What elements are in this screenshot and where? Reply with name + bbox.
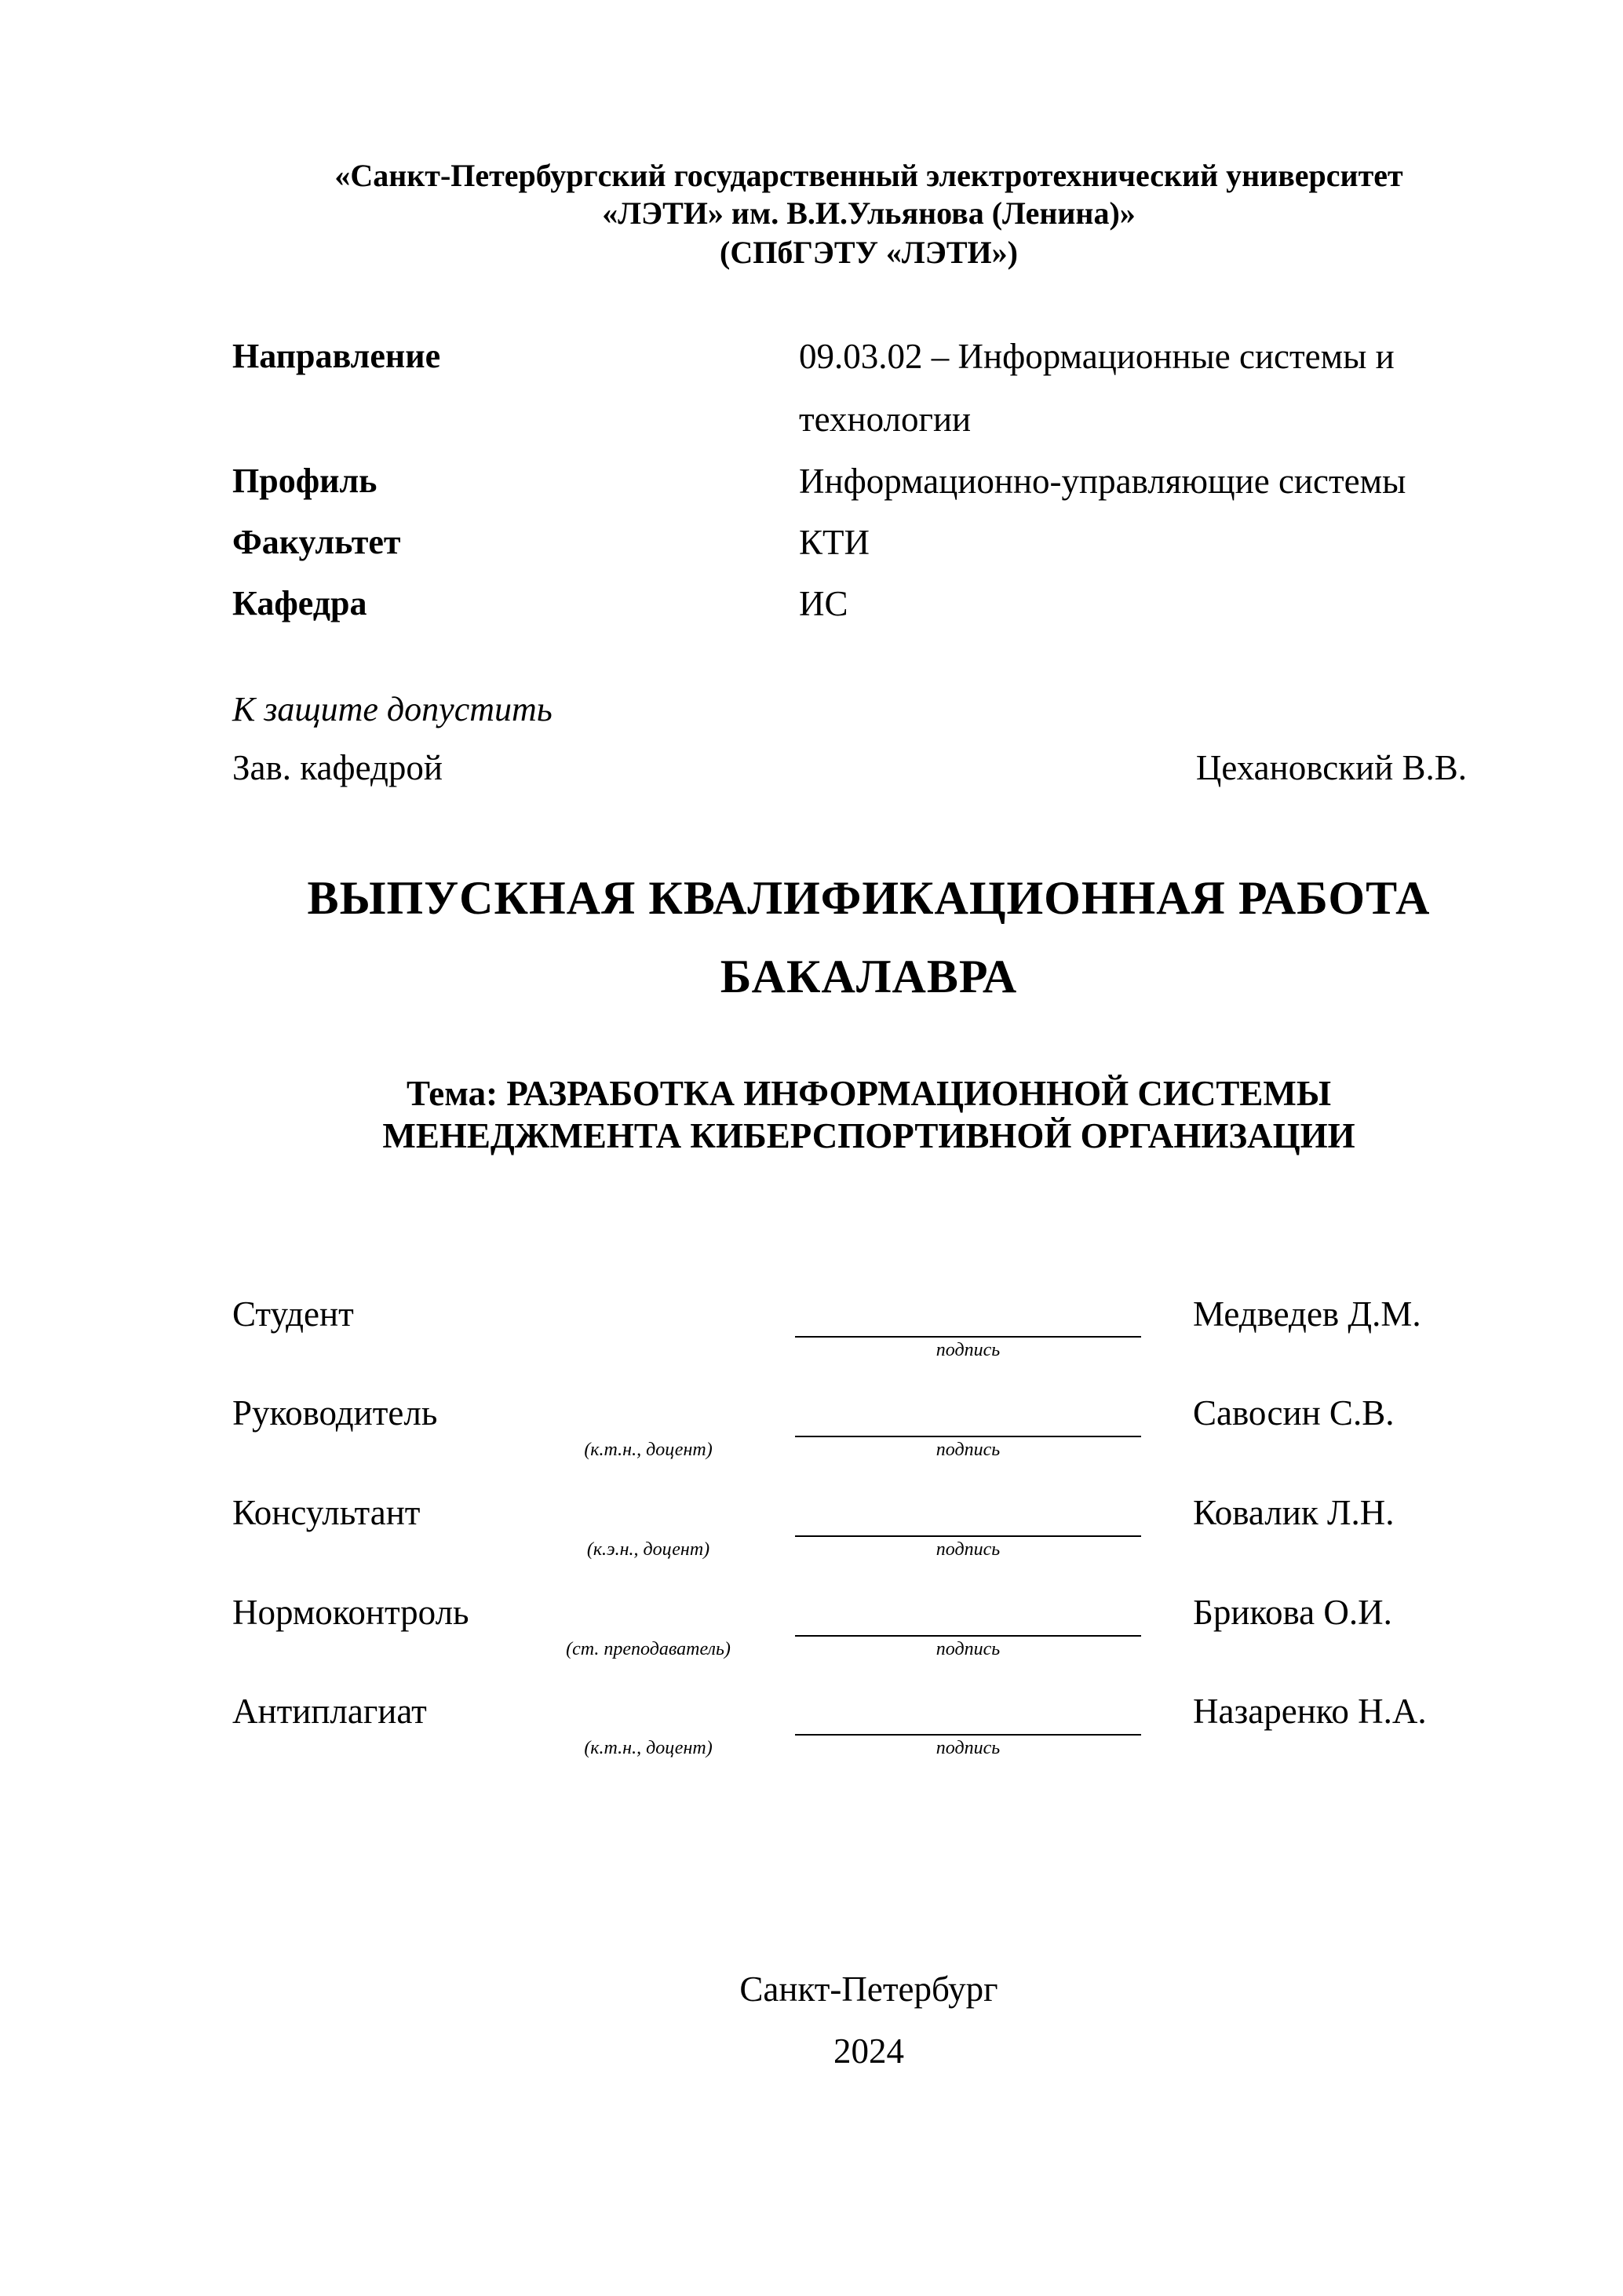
- signature-degree-normcontrol: (ст. преподаватель): [566, 1639, 731, 1659]
- signature-degree-antiplagiarism: (к.т.н., доцент): [584, 1738, 713, 1758]
- signature-role-antiplagiarism: Антиплагиат: [232, 1692, 427, 1731]
- department-value: ИС: [799, 584, 848, 623]
- university-name-line-1: «Санкт-Петербургский государственный электротехнический университет: [334, 158, 1403, 193]
- signature-role-student: Студент: [232, 1294, 354, 1334]
- university-abbreviation: (СПбГЭТУ «ЛЭТИ»): [720, 235, 1018, 270]
- signature-name-student: Медведев Д.М.: [1193, 1294, 1421, 1334]
- signature-line-normcontrol: [795, 1635, 1141, 1637]
- theme-line-1: Тема: РАЗРАБОТКА ИНФОРМАЦИОННОЙ СИСТЕМЫ: [406, 1074, 1332, 1113]
- signature-line-consultant: [795, 1535, 1141, 1537]
- signature-caption-supervisor: подпись: [936, 1440, 1001, 1460]
- signature-degree-supervisor: (к.т.н., доцент): [584, 1440, 713, 1460]
- admission-text: К защите допустить: [232, 690, 553, 728]
- footer-city: Санкт-Петербург: [739, 1969, 998, 2009]
- profile-label: Профиль: [232, 462, 377, 500]
- theme-line-2: МЕНЕДЖМЕНТА КИБЕРСПОРТИВНОЙ ОРГАНИЗАЦИИ: [382, 1116, 1355, 1155]
- signature-role-normcontrol: Нормоконтроль: [232, 1593, 469, 1632]
- signature-name-antiplagiarism: Назаренко Н.А.: [1193, 1692, 1427, 1731]
- signature-name-supervisor: Савосин С.В.: [1193, 1393, 1395, 1433]
- signature-caption-antiplagiarism: подпись: [936, 1738, 1001, 1758]
- document-title-line-1: ВЫПУСКНАЯ КВАЛИФИКАЦИОННАЯ РАБОТА: [307, 872, 1431, 924]
- direction-value: 09.03.02 – Информационные системы и: [799, 337, 1395, 376]
- signature-caption-normcontrol: подпись: [936, 1639, 1001, 1659]
- university-name-line-2: «ЛЭТИ» им. В.И.Ульянова (Ленина)»: [602, 195, 1136, 231]
- direction-label: Направление: [232, 337, 441, 375]
- head-of-department-name: Цехановский В.В.: [1195, 748, 1467, 787]
- department-label: Кафедра: [232, 584, 367, 622]
- signature-line-student: [795, 1336, 1141, 1338]
- head-of-department-label: Зав. кафедрой: [232, 748, 443, 787]
- faculty-value: КТИ: [799, 523, 870, 562]
- signature-name-normcontrol: Брикова О.И.: [1193, 1593, 1392, 1632]
- faculty-label: Факультет: [232, 523, 401, 561]
- signature-line-antiplagiarism: [795, 1734, 1141, 1736]
- signature-role-supervisor: Руководитель: [232, 1393, 438, 1433]
- signature-degree-consultant: (к.э.н., доцент): [586, 1539, 710, 1560]
- footer-year: 2024: [833, 2031, 904, 2071]
- signature-line-supervisor: [795, 1436, 1141, 1437]
- signature-caption-consultant: подпись: [936, 1539, 1001, 1560]
- profile-value: Информационно-управляющие системы: [799, 462, 1406, 501]
- signature-name-consultant: Ковалик Л.Н.: [1193, 1493, 1395, 1532]
- direction-value-continued: технологии: [799, 400, 972, 439]
- signature-caption-student: подпись: [936, 1340, 1001, 1360]
- signature-role-consultant: Консультант: [232, 1493, 421, 1532]
- document-title-line-2: БАКАЛАВРА: [720, 951, 1018, 1002]
